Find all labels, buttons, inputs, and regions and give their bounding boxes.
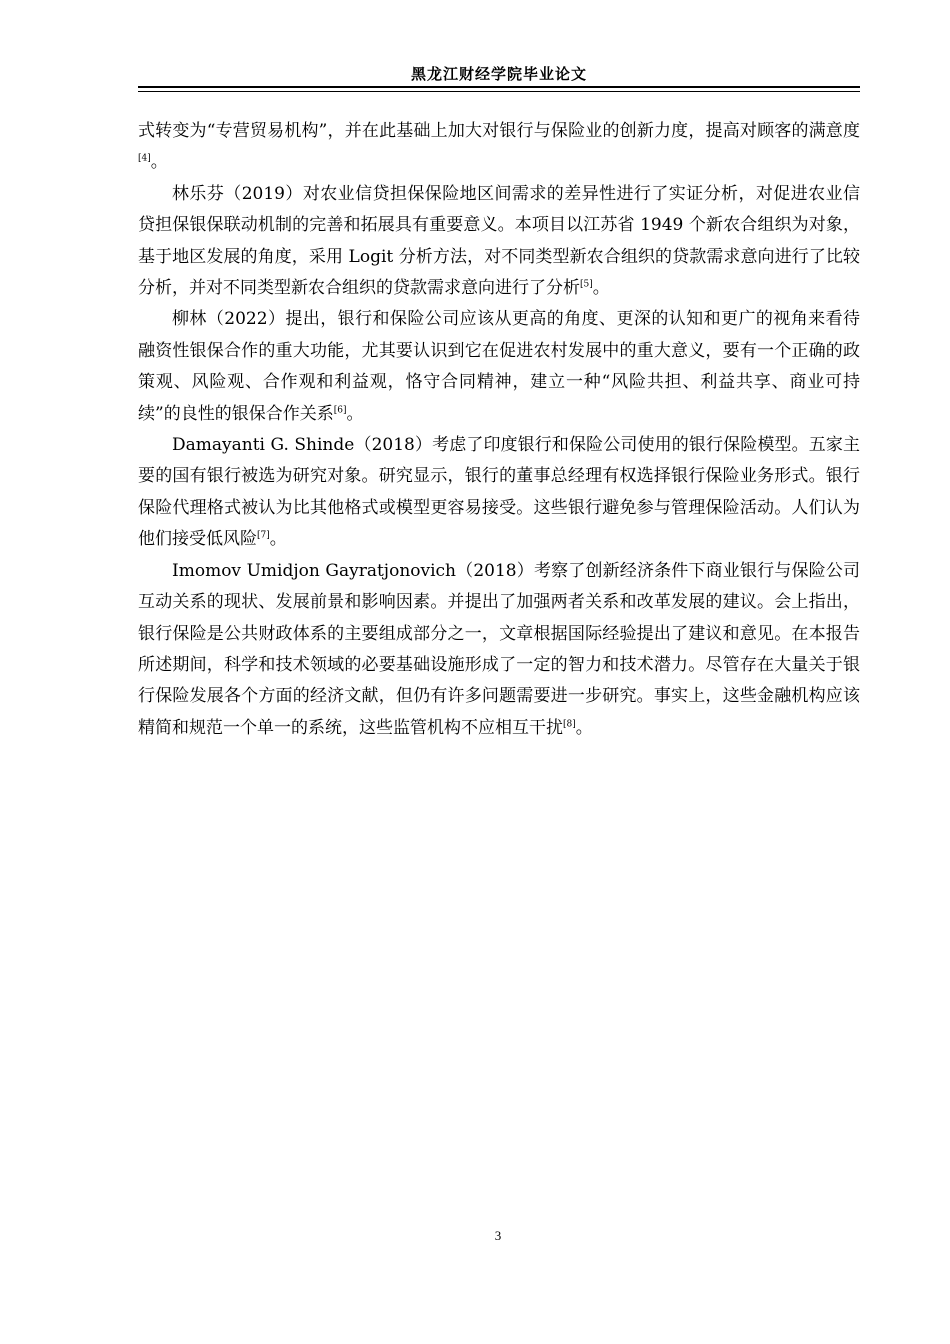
paragraph-text: 式转变为“专营贸易机构”，并在此基础上加大对银行与保险业的创新力度，提高对顾客的满意度 [138, 121, 860, 141]
paragraph-text: 林乐芬（2019）对农业信贷担保保险地区间需求的差异性进行了实证分析，对促进农业信贷担保银保联动机制的完善和拓展具有重要意义。本项目以江苏省 1949 个新农合组织为对象，基于地区发展的角度，采用 Logit 分析方法，对不同类型新农合组织的贷款需求意向进行了比较分析，并对不同类型新农合组织的贷款需求意向进行了分析 [138, 183, 860, 299]
paragraph-text: 柳林（2022）提出，银行和保险公司应该从更高的角度、更深的认知和更广的视角来看待融资性银保合作的重大功能，尤其要认识到它在促进农村发展中的重大意义，要有一个正确的政策观、风险观、合作观和利益观，恪守合同精神，建立一种“风险共担、利益共享、商业可持续”的良性的银保合作关系 [138, 309, 860, 424]
paragraph-3 [138, 304, 860, 430]
paragraph-tail: 。 [575, 717, 593, 738]
paragraph-text: Imomov Umidjon Gayratjonovich（2018）考察了创新经济条件下商业银行与保险公司互动关系的现状、发展前景和影响因素。并提出了加强两者关系和改革发展的建议。会上指出，银行保险是公共财政体系的主要组成部分之一，文章根据国际经验提出了建议和意见。在本报告所述期间，科学和技术领域的必要基础设施形成了一定的智力和技术潜力。尽管存在大量关于银行保险发展各个方面的经济文献，但仍有许多问题需要进一步研究。事实上，这些金融机构应该精简和规范一个单一的系统，这些监管机构不应相互干扰 [138, 560, 860, 738]
citation-7: [7] [257, 530, 270, 541]
citation-6: [6] [333, 405, 347, 415]
page-number: 3 [494, 1228, 502, 1243]
header-rule-thick [138, 86, 860, 88]
paragraph-4 [138, 430, 860, 556]
body-text [138, 116, 860, 744]
paragraph-1 [138, 116, 860, 179]
header-rule-thin [138, 91, 860, 92]
paragraph-tail: 。 [346, 403, 364, 424]
paragraph-tail: 。 [592, 278, 610, 299]
paragraph-tail: 。 [150, 152, 168, 173]
paragraph-2 [138, 179, 860, 305]
page-header-title: 黑龙江财经学院毕业论文 [410, 65, 587, 83]
citation-4: [4] [138, 153, 151, 164]
paragraph-5 [138, 556, 860, 744]
paragraph-text: Damayanti G. Shinde（2018）考虑了印度银行和保险公司使用的银行保险模型。五家主要的国有银行被选为研究对象。研究显示，银行的董事总经理有权选择银行保险业务形式。银行保险代理格式被认为比其他格式或模型更容易接受。这些银行避免参与管理保险活动。人们认为他们接受低风险 [138, 435, 860, 550]
citation-8: [8] [563, 719, 576, 730]
paragraph-tail: 。 [269, 529, 287, 550]
citation-5: [5] [580, 279, 593, 290]
